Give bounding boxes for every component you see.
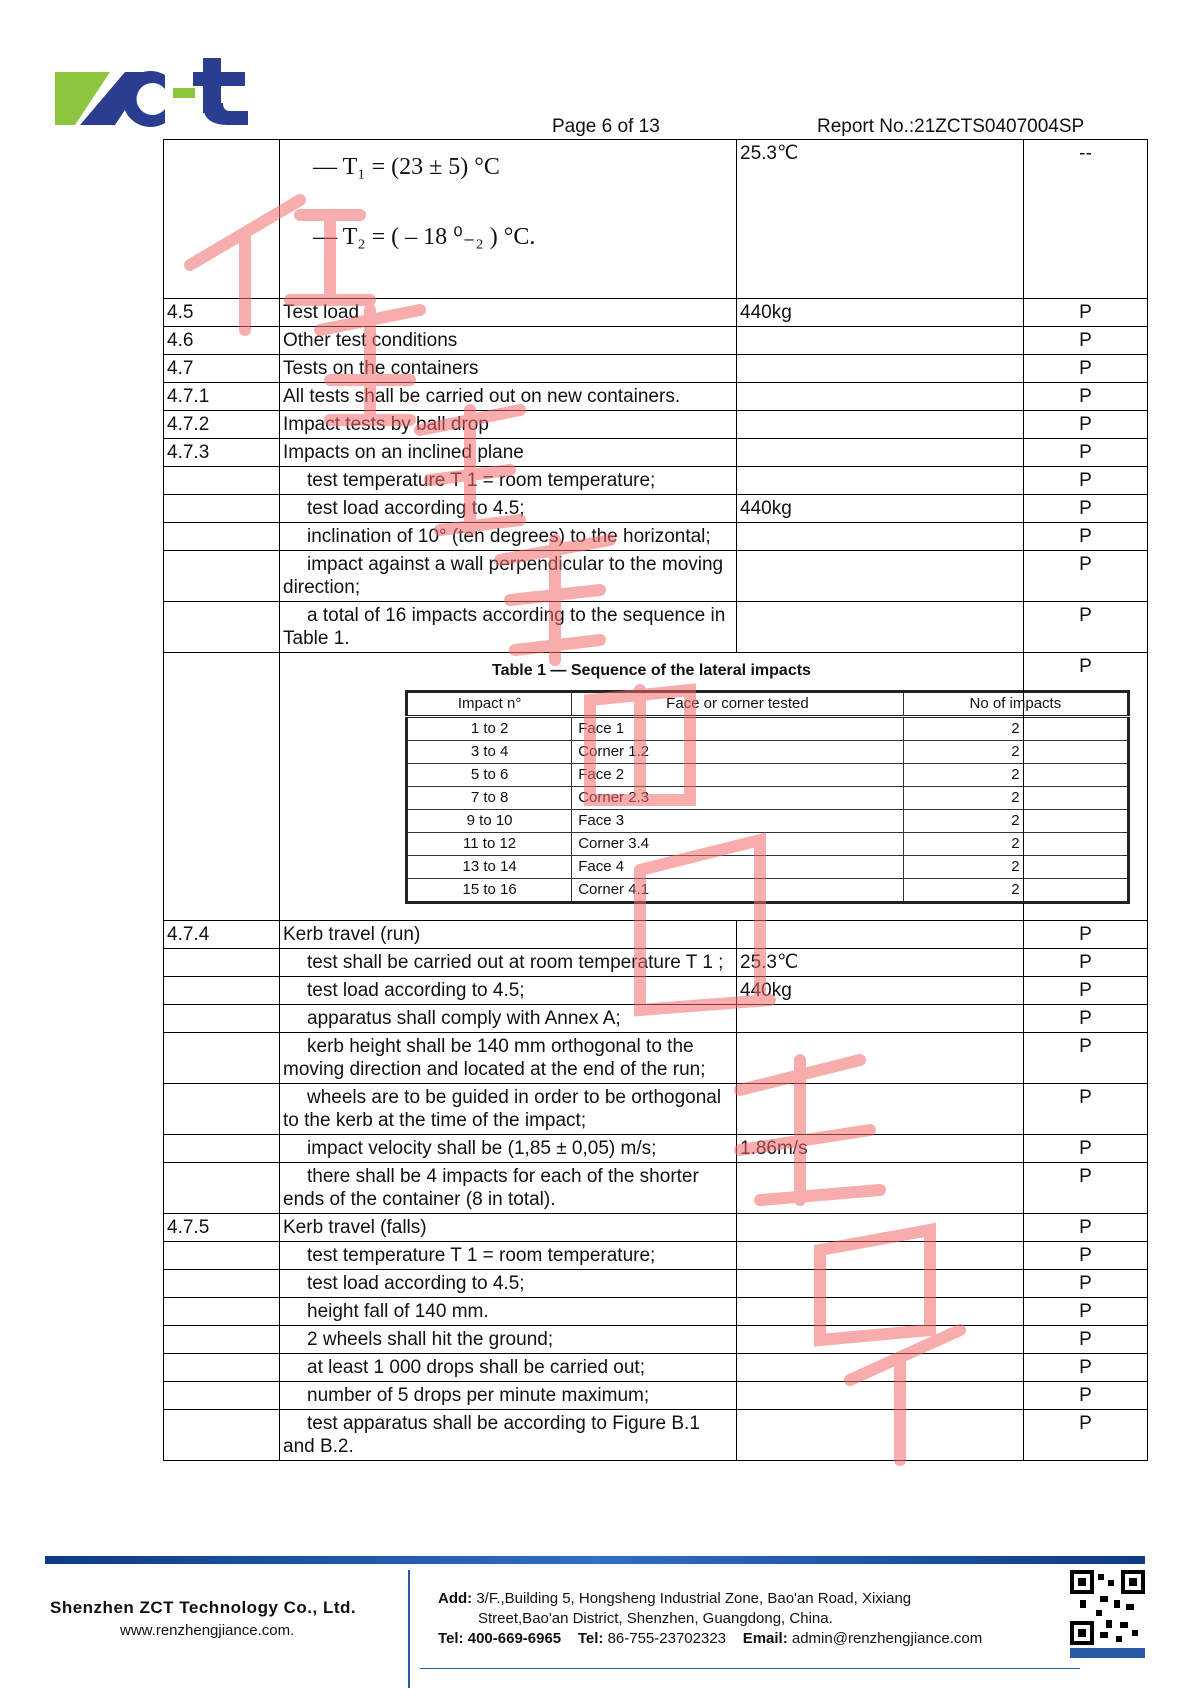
result-cell: [737, 299, 1024, 327]
requirement-text: kerb height shall be 140 mm orthogonal to the moving direction and located at the end of the run;: [283, 1036, 706, 1080]
tel-label-2: Tel:: [577, 1630, 604, 1647]
requirement-text: All tests shall be carried out on new containers.: [283, 386, 681, 407]
table1-cell: 2: [903, 741, 1128, 764]
verdict-cell: [1024, 1214, 1148, 1242]
footer-divider: [408, 1570, 410, 1688]
tel1: 400-669-6965: [467, 1630, 562, 1647]
table1-header: No of impacts: [903, 692, 1128, 717]
requirement-cell: [280, 299, 737, 327]
table1-row: [407, 833, 1129, 856]
verdict-cell: [1024, 383, 1148, 411]
clause-number: 4.7.3: [167, 442, 210, 463]
clause-cell: [164, 1410, 280, 1461]
requirement-text: Impact tests by ball drop: [283, 414, 489, 435]
requirement-cell: [280, 921, 737, 949]
verdict-value: P: [1079, 498, 1092, 519]
email-label: Email:: [742, 1630, 788, 1647]
result-cell: [737, 355, 1024, 383]
verdict-value: P: [1079, 442, 1092, 463]
clause-cell: [164, 467, 280, 495]
requirement-cell: [280, 140, 737, 299]
clause-cell: [164, 1163, 280, 1214]
result-row: [164, 1354, 1148, 1382]
requirement-text: test load according to 4.5;: [307, 980, 525, 1001]
result-cell: [737, 1084, 1024, 1135]
result-cell: [737, 1033, 1024, 1084]
footer-underline: [420, 1668, 1080, 1669]
verdict-cell: [1024, 439, 1148, 467]
clause-number: 4.7.4: [167, 924, 210, 945]
clause-cell: [164, 523, 280, 551]
footer-bar: [45, 1556, 1145, 1564]
clause-cell: [164, 1298, 280, 1326]
table1-cell: Corner 1.2: [572, 741, 904, 764]
table1-cell: 2: [903, 787, 1128, 810]
footer-website[interactable]: www.renzhengjiance.com.: [120, 1622, 295, 1639]
verdict-cell: [1024, 921, 1148, 949]
result-cell: [737, 1298, 1024, 1326]
page-number: Page 6 of 13: [552, 116, 660, 137]
verdict-value: P: [1079, 330, 1092, 351]
result-cell: [737, 383, 1024, 411]
clause-cell: [164, 1214, 280, 1242]
table1-cell: 2: [903, 833, 1128, 856]
requirement-cell: [280, 523, 737, 551]
table1-cell: 2: [903, 764, 1128, 787]
requirement-text: there shall be 4 impacts for each of the shorter ends of the container (8 in total).: [283, 1166, 699, 1210]
verdict-value: P: [1079, 1385, 1092, 1406]
requirement-cell: [280, 327, 737, 355]
add-label: Add:: [438, 1590, 473, 1607]
requirement-cell: [280, 602, 737, 653]
verdict-cell: [1024, 355, 1148, 383]
requirement-text: test apparatus shall be according to Figure B.1 and B.2.: [283, 1413, 700, 1457]
result-row: [164, 1084, 1148, 1135]
result-row: [164, 1382, 1148, 1410]
requirement-text: number of 5 drops per minute maximum;: [307, 1385, 650, 1406]
verdict-value: P: [1079, 414, 1092, 435]
verdict-cell: [1024, 495, 1148, 523]
verdict-cell: [1024, 1242, 1148, 1270]
requirement-text: height fall of 140 mm.: [307, 1301, 489, 1322]
clause-number: 4.7: [167, 358, 194, 379]
result-row: [164, 467, 1148, 495]
verdict-cell: [1024, 1270, 1148, 1298]
requirement-cell: [280, 411, 737, 439]
requirement-cell: [280, 1135, 737, 1163]
clause-number: 4.7.5: [167, 1217, 210, 1238]
result-cell: [737, 1326, 1024, 1354]
verdict-value: P: [1079, 1357, 1092, 1378]
table1-cell: Face 2: [572, 764, 904, 787]
verdict-cell: [1024, 949, 1148, 977]
requirement-cell: [280, 495, 737, 523]
result-cell: [737, 439, 1024, 467]
result-cell: [737, 949, 1024, 977]
verdict-value: P: [1079, 1329, 1092, 1350]
table1-cell: 7 to 8: [407, 787, 572, 810]
requirement-text: impact velocity shall be (1,85 ± 0,05) m/s;: [307, 1138, 657, 1159]
verdict-value: P: [1079, 386, 1092, 407]
result-cell: [737, 1382, 1024, 1410]
result-row: [164, 439, 1148, 467]
table1-cell: Face 3: [572, 810, 904, 833]
result-cell: [737, 977, 1024, 1005]
table1-row: [407, 879, 1129, 903]
result-value: 440kg: [740, 498, 792, 519]
requirement-cell: [280, 1084, 737, 1135]
verdict-value: P: [1079, 1217, 1092, 1238]
verdict-cell: [1024, 1298, 1148, 1326]
tel-label: Tel:: [438, 1630, 464, 1647]
result-cell: [737, 1270, 1024, 1298]
verdict-cell: [1024, 327, 1148, 355]
verdict-cell: [1024, 523, 1148, 551]
tel2: 86-755-23702323: [607, 1630, 727, 1647]
table1-cell: 2: [903, 717, 1128, 741]
verdict-value: P: [1079, 924, 1092, 945]
result-row: [164, 1135, 1148, 1163]
requirement-text: Test load: [283, 302, 360, 323]
verdict-value: P: [1079, 1273, 1092, 1294]
email[interactable]: admin@renzhengjiance.com: [791, 1630, 983, 1647]
result-row: [164, 921, 1148, 949]
table1-cell: 3 to 4: [407, 741, 572, 764]
verdict-value: P: [1079, 1245, 1092, 1266]
result-cell: [737, 1242, 1024, 1270]
clause-cell: [164, 1326, 280, 1354]
result-row: [164, 949, 1148, 977]
requirement-cell: [280, 1005, 737, 1033]
clause-cell: [164, 1005, 280, 1033]
result-row: [164, 1214, 1148, 1242]
result-row: [164, 1298, 1148, 1326]
verdict-value: P: [1079, 1087, 1092, 1108]
verdict-value: P: [1079, 1301, 1092, 1322]
table1-cell: 1 to 2: [407, 717, 572, 741]
verdict-cell: [1024, 467, 1148, 495]
result-cell: [737, 1354, 1024, 1382]
qr-code: [1070, 1570, 1145, 1658]
requirement-text: Kerb travel (run): [283, 924, 421, 945]
table1-cell: 9 to 10: [407, 810, 572, 833]
result-value: 1.86m/s: [740, 1138, 808, 1159]
result-cell: [737, 1163, 1024, 1214]
requirement-text: Kerb travel (falls): [283, 1217, 427, 1238]
temperature-formulas: [283, 142, 733, 296]
verdict-cell: [1024, 653, 1148, 921]
result-row: [164, 355, 1148, 383]
clause-cell: [164, 1242, 280, 1270]
requirement-text: test temperature T 1 = room temperature;: [307, 1245, 656, 1266]
formula-t2: — T₂ = ( – 18 ⁰₋₂ ) °C.: [313, 224, 536, 250]
verdict-cell: [1024, 140, 1148, 299]
clause-number: 4.7.1: [167, 386, 210, 407]
verdict-value: --: [1079, 143, 1092, 164]
result-value: 25.3℃: [740, 143, 799, 164]
footer-address-line2: Street,Bao'an District, Shenzhen, Guangdong, China.: [478, 1610, 833, 1627]
requirement-cell: [280, 949, 737, 977]
verdict-cell: [1024, 299, 1148, 327]
requirement-cell: [280, 1033, 737, 1084]
clause-cell: [164, 1354, 280, 1382]
verdict-cell: [1024, 977, 1148, 1005]
result-row: [164, 653, 1148, 921]
requirement-cell: [280, 1242, 737, 1270]
requirement-text: Other test conditions: [283, 330, 458, 351]
clause-number: 4.6: [167, 330, 194, 351]
result-value: 440kg: [740, 980, 792, 1001]
result-row: [164, 411, 1148, 439]
verdict-value: P: [1079, 1036, 1092, 1057]
clause-cell: [164, 949, 280, 977]
verdict-cell: [1024, 1354, 1148, 1382]
requirement-text: test load according to 4.5;: [307, 1273, 525, 1294]
table1-cell: Corner 2.3: [572, 787, 904, 810]
requirement-cell: [280, 383, 737, 411]
verdict-value: P: [1079, 952, 1092, 973]
requirement-cell: [280, 355, 737, 383]
requirement-cell: [280, 1354, 737, 1382]
result-cell: [737, 1135, 1024, 1163]
clause-cell: [164, 355, 280, 383]
table1-header: Face or corner tested: [572, 692, 904, 717]
table1-row: [407, 810, 1129, 833]
result-row: [164, 140, 1148, 299]
verdict-value: P: [1079, 980, 1092, 1001]
table1-cell: 11 to 12: [407, 833, 572, 856]
requirement-text: wheels are to be guided in order to be orthogonal to the kerb at the time of the impact;: [283, 1087, 722, 1131]
requirement-text: test load according to 4.5;: [307, 498, 525, 519]
footer-company: Shenzhen ZCT Technology Co., Ltd.: [50, 1598, 357, 1617]
impact-sequence-table: [405, 690, 1130, 904]
verdict-cell: [1024, 1410, 1148, 1461]
result-cell: [737, 523, 1024, 551]
clause-cell: [164, 551, 280, 602]
result-row: [164, 523, 1148, 551]
verdict-value: P: [1079, 302, 1092, 323]
table1-row: [407, 856, 1129, 879]
verdict-cell: [1024, 1084, 1148, 1135]
requirement-text: inclination of 10° (ten degrees) to the horizontal;: [307, 526, 711, 547]
verdict-value: P: [1079, 1138, 1092, 1159]
result-cell: [737, 411, 1024, 439]
requirement-text: Tests on the containers: [283, 358, 479, 379]
result-row: [164, 495, 1148, 523]
clause-cell: [164, 1135, 280, 1163]
verdict-cell: [1024, 1382, 1148, 1410]
table1-cell: 2: [903, 879, 1128, 903]
result-value: 25.3℃: [740, 952, 799, 973]
result-row: [164, 1005, 1148, 1033]
clause-cell: [164, 1033, 280, 1084]
clause-cell: [164, 977, 280, 1005]
table1-row: [407, 717, 1129, 741]
requirement-cell: [280, 1214, 737, 1242]
table1-row: [407, 764, 1129, 787]
result-cell: [737, 327, 1024, 355]
result-row: [164, 977, 1148, 1005]
company-logo: [55, 50, 265, 140]
table1-cell: Face 1: [572, 717, 904, 741]
requirement-text: test temperature T 1 = room temperature;: [307, 470, 656, 491]
clause-cell: [164, 383, 280, 411]
clause-cell: [164, 1270, 280, 1298]
table1-cell: 2: [903, 856, 1128, 879]
result-cell: [737, 1214, 1024, 1242]
clause-cell: [164, 602, 280, 653]
table1-cell: 5 to 6: [407, 764, 572, 787]
result-cell: [737, 140, 1024, 299]
clause-cell: [164, 1084, 280, 1135]
clause-number: 4.5: [167, 302, 194, 323]
verdict-cell: [1024, 1163, 1148, 1214]
clause-cell: [164, 327, 280, 355]
result-cell: [737, 602, 1024, 653]
verdict-value: P: [1079, 1008, 1092, 1029]
clause-number: 4.7.2: [167, 414, 210, 435]
result-cell: [737, 495, 1024, 523]
table1-cell: Face 4: [572, 856, 904, 879]
result-row: [164, 1270, 1148, 1298]
table1-header: Impact n°: [407, 692, 572, 717]
verdict-cell: [1024, 1033, 1148, 1084]
verdict-value: P: [1079, 470, 1092, 491]
requirement-cell: [280, 1298, 737, 1326]
requirement-cell: [280, 1410, 737, 1461]
verdict-cell: [1024, 602, 1148, 653]
verdict-value: P: [1079, 605, 1092, 626]
requirement-cell: [280, 1382, 737, 1410]
result-row: [164, 383, 1148, 411]
verdict-value: P: [1079, 1413, 1092, 1434]
result-row: [164, 551, 1148, 602]
clause-cell: [164, 653, 280, 921]
requirement-cell: [280, 1163, 737, 1214]
requirement-cell: [280, 1270, 737, 1298]
verdict-cell: [1024, 1326, 1148, 1354]
result-row: [164, 299, 1148, 327]
verdict-value: P: [1079, 554, 1092, 575]
requirement-text: apparatus shall comply with Annex A;: [307, 1008, 621, 1029]
report-number: Report No.:21ZCTS0407004SP: [817, 116, 1085, 137]
verdict-value: P: [1079, 1166, 1092, 1187]
clause-cell: [164, 495, 280, 523]
clause-cell: [164, 140, 280, 299]
table1-cell: 15 to 16: [407, 879, 572, 903]
verdict-cell: [1024, 551, 1148, 602]
clause-cell: [164, 921, 280, 949]
result-value: 440kg: [740, 302, 792, 323]
result-row: [164, 327, 1148, 355]
requirement-text: impact against a wall perpendicular to the moving direction;: [283, 554, 724, 598]
verdict-cell: [1024, 411, 1148, 439]
requirement-cell: [280, 977, 737, 1005]
footer-address-line1: [438, 1590, 911, 1607]
result-row: [164, 602, 1148, 653]
table1-row: [407, 787, 1129, 810]
verdict-cell: [1024, 1005, 1148, 1033]
table1-title: Table 1 — Sequence of the lateral impacts: [492, 662, 811, 679]
result-cell: [737, 921, 1024, 949]
result-cell: [737, 467, 1024, 495]
result-row: [164, 1410, 1148, 1461]
result-row: [164, 1326, 1148, 1354]
requirement-text: 2 wheels shall hit the ground;: [307, 1329, 554, 1350]
verdict-cell: [1024, 1135, 1148, 1163]
table1-cell: 13 to 14: [407, 856, 572, 879]
clause-cell: [164, 299, 280, 327]
address-line1: 3/F.,Building 5, Hongsheng Industrial Zone, Bao'an Road, Xixiang: [476, 1590, 912, 1607]
footer-contact: [438, 1630, 982, 1647]
clause-cell: [164, 411, 280, 439]
test-results-table: [163, 139, 1148, 1461]
result-cell: [737, 551, 1024, 602]
verdict-value: P: [1079, 526, 1092, 547]
table1-cell: Corner 4.1: [572, 879, 904, 903]
requirement-text: a total of 16 impacts according to the sequence in Table 1.: [283, 605, 726, 649]
verdict-value: P: [1079, 656, 1092, 677]
requirement-cell: [280, 551, 737, 602]
requirement-cell: [280, 439, 737, 467]
requirement-text: at least 1 000 drops shall be carried out;: [307, 1357, 645, 1378]
result-row: [164, 1242, 1148, 1270]
result-cell: [737, 1005, 1024, 1033]
result-cell: [737, 1410, 1024, 1461]
result-row: [164, 1163, 1148, 1214]
table1-cell: 2: [903, 810, 1128, 833]
table1-cell: Corner 3.4: [572, 833, 904, 856]
clause-cell: [164, 1382, 280, 1410]
clause-cell: [164, 439, 280, 467]
table1-row: [407, 741, 1129, 764]
requirement-cell: [280, 1326, 737, 1354]
requirement-text: Impacts on an inclined plane: [283, 442, 524, 463]
requirement-cell: [280, 653, 1062, 921]
result-row: [164, 1033, 1148, 1084]
formula-t1: — T₁ = (23 ± 5) °C: [313, 154, 500, 180]
verdict-value: P: [1079, 358, 1092, 379]
requirement-text: test shall be carried out at room temperature T 1 ;: [307, 952, 724, 973]
requirement-cell: [280, 467, 737, 495]
